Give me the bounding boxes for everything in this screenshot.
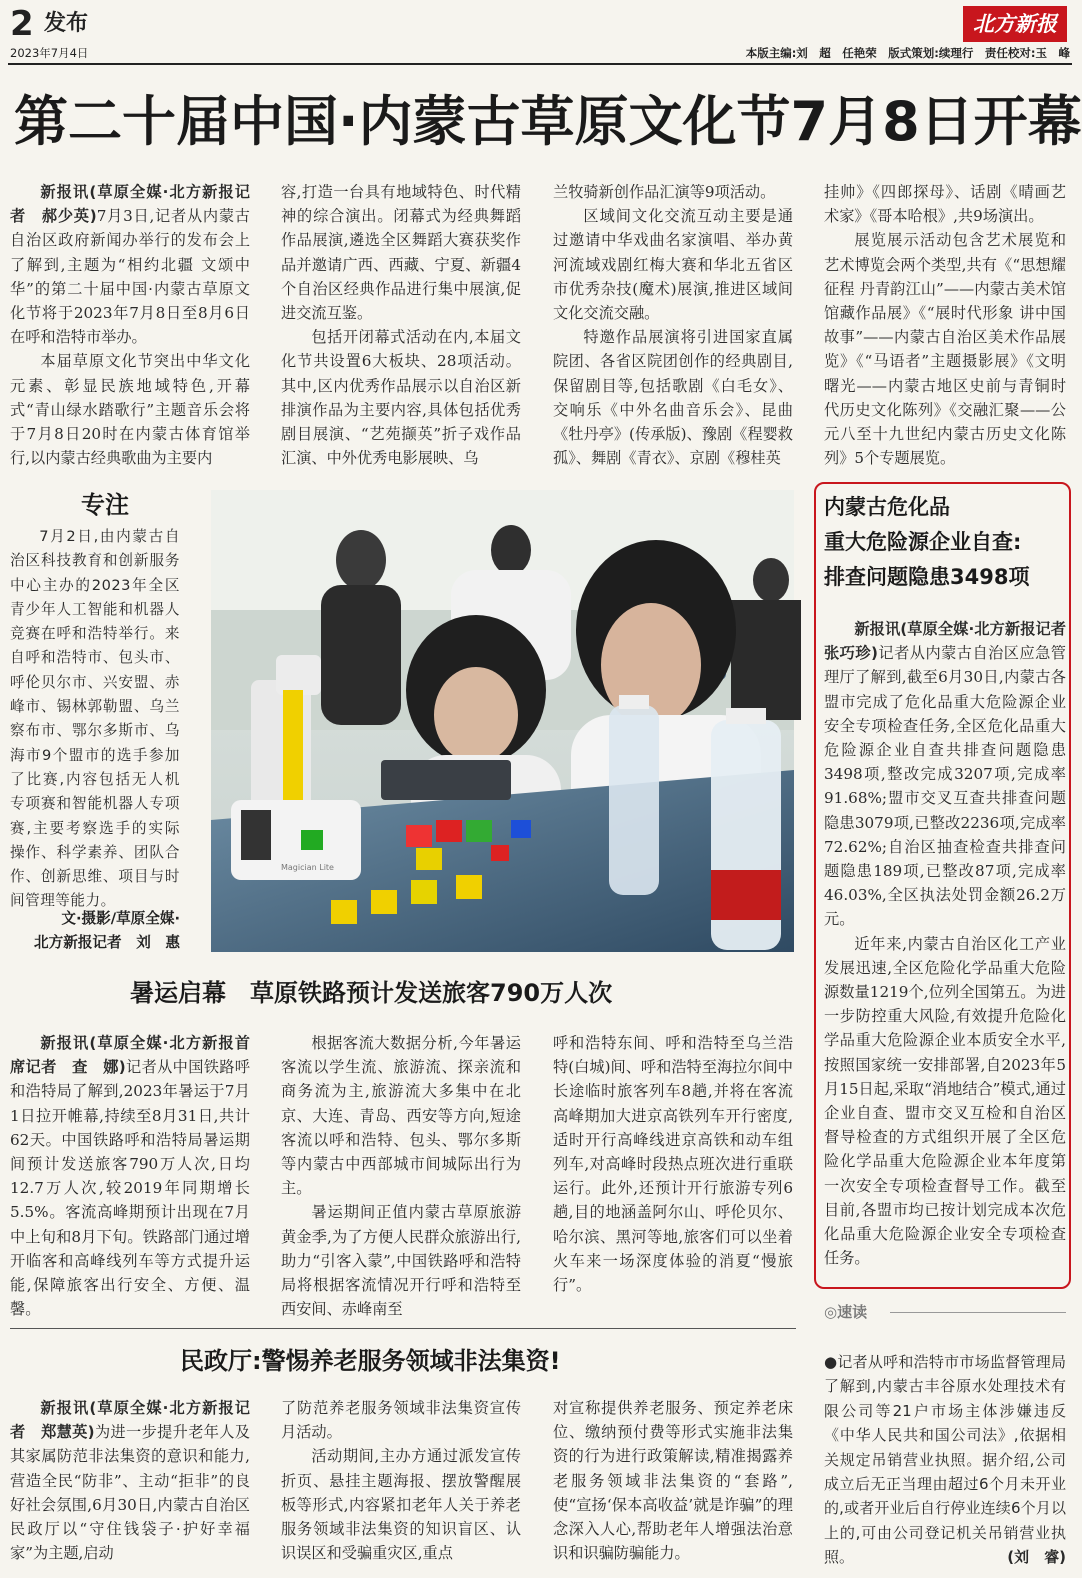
civil-col1-p1: 为进一步提升老年人及其家属防范非法集资的意识和能力,营造全民“防非”、主动“拒非”的良好社会氛围,6月30日,内蒙古自治区民政厅以“守住钱袋子·护好幸福家”为主题,启动: [10, 1423, 250, 1563]
brief-rule: [890, 1312, 1066, 1313]
main-story-col1: [10, 180, 250, 470]
rail-col3: [553, 1031, 793, 1321]
hazard-headline-line1: 内蒙古危化品: [824, 495, 950, 519]
main-story-col3: [553, 180, 793, 470]
main-dateline: 新报讯(草原全媒·北方新报记者 郝少英): [10, 183, 250, 226]
rail-col2-p2: 暑运期间正值内蒙古草原旅游黄金季,为了方便人民群众旅游出行,助力“引客入蒙”,中国铁路呼和浩特局将根据客流情况开行呼和浩特至西安间、赤峰南至: [281, 1203, 521, 1319]
photo-illustration: [211, 490, 794, 952]
main-col3-p3: 特邀作品展演将引进国家直属院团、各省区院团创作的经典剧目,保留剧目等,包括歌剧《白毛女》、交响乐《中外名曲音乐会》、昆曲《牡丹亭》(传承版)、豫剧《程婴救孤》、舞剧《青衣》、京剧《穆桂英: [553, 328, 793, 468]
rail-col1: [10, 1031, 250, 1321]
main-col2-p2: 包括开闭幕式活动在内,本届文化节共设置6大板块、28项活动。其中,区内优秀作品展示以自治区新排演作品为主要内容,具体包括优秀剧目展演、“艺苑撷英”折子戏作品汇演、中外优秀电影展映、乌: [281, 328, 521, 468]
focus-credit-line2: 北方新报记者 刘 惠: [34, 934, 180, 951]
main-col3-p2: 区域间文化交流互动主要是通过邀请中华戏曲名家演唱、举办黄河流域戏剧红梅大赛和华北五省区市优秀杂技(魔术)展演,推进区域间文化交流交融。: [553, 207, 793, 323]
hazard-headline-line2: 重大危险源企业自查:: [824, 530, 1022, 554]
main-col1-p2: 本届草原文化节突出中华文化元素、彰显民族地域特色,开幕式“青山绿水踏歌行”主题音乐会将于7月8日20时在内蒙古体育馆举行,以内蒙古经典歌曲为主要内: [10, 352, 250, 468]
focus-text: 7月2日,由内蒙古自治区科技教育和创新服务中心主办的2023年全区青少年人工智能和机器人竞赛在呼和浩特举行。来自呼和浩特市、包头市、呼伦贝尔市、兴安盟、赤峰市、锡林郭勒盟、乌兰察布市、鄂尔多斯市、乌海市9个盟市的选手参加了比赛,内容包括无人机专项赛和智能机器人专项赛,主要考察选手的实际操作、科学素养、团队合作、创新思维、项目与时间管理等能力。: [10, 528, 180, 910]
main-headline: 第二十届中国·内蒙古草原文化节7月8日开幕: [14, 90, 1082, 153]
page-number: 2: [10, 4, 34, 44]
civil-col2-p1: 了防范养老服务领域非法集资宣传月活动。: [281, 1399, 521, 1442]
civil-col1: [10, 1396, 250, 1574]
rail-dateline: 新报讯(草原全媒·北方新报首席记者 查 娜): [10, 1034, 250, 1077]
hazard-body: [824, 617, 1082, 1281]
rail-col3-p1: 呼和浩特东间、呼和浩特至乌兰浩特(白城)间、呼和浩特至海拉尔间中长途临时旅客列车8趟,并将在客流高峰期加大进京高铁列车开行密度,适时开行高峰线进京高铁和动车组列车,对高峰时段热点班次进行重联运行。此外,还预计开行旅游专列6趟,目的地涵盖阿尔山、呼伦贝尔、哈尔滨、黑河等地,旅客们可以坐着火车来一场深度体验的消夏“慢旅行”。: [553, 1034, 793, 1295]
issue-date: 2023年7月4日: [10, 46, 89, 60]
focus-credit-line1: 文·摄影/草原全媒·: [61, 910, 180, 927]
main-col1-p1: 7月3日,记者从内蒙古自治区政府新闻办举行的发布会上了解到,主题为“相约北疆 文颂中华”的第二十届中国·内蒙古草原文化节将于2023年7月8日至8月6日在呼和浩特市举办。: [10, 207, 250, 347]
robot-competition-photo: [211, 490, 794, 952]
hazard-dateline: 新报讯(草原全媒·北方新报记者 张巧珍): [824, 620, 1082, 663]
hazard-headline: [824, 490, 1029, 595]
rail-col2-p1: 根据客流大数据分析,今年暑运客流以学生流、旅游流、探亲流和商务流为主,旅游流大多集中在北京、大连、青岛、西安等方向,短途客流以呼和浩特、包头、鄂尔多斯等内蒙古中西部城市间城际出行为主。: [281, 1034, 521, 1198]
header-rule: [8, 63, 1072, 65]
main-col2-p1: 容,打造一台具有地域特色、时代精神的综合演出。闭幕式为经典舞蹈作品展演,遴选全区舞蹈大赛获奖作品并邀请广西、西藏、宁夏、新疆4个自治区经典作品进行集中展演,促进交流互鉴。: [281, 183, 521, 323]
robot-box-label: Magician Lite: [281, 863, 334, 872]
brief-text: [824, 1350, 1066, 1574]
rail-col2: [281, 1031, 521, 1321]
section-name: 发布: [44, 11, 89, 36]
section-rule: [10, 1328, 796, 1329]
brief-author: (刘 睿): [1007, 1548, 1066, 1567]
main-col4-p1: 挂帅》《四郎探母》、话剧《晴画艺术家》《哥本哈根》,共9场演出。: [824, 183, 1066, 226]
hazard-p1: 记者从内蒙古自治区应急管理厅了解到,截至6月30日,内蒙古各盟市完成了危化品重大危险源企业安全专项检查任务,全区危化品重大危险源企业自查共排查问题隐患3498项,整改完成3207项,完成率91.68%;盟市交叉互查共排查问题隐患3079项,已整改2236项,完成率72.62%;自治区抽查检查共排查问题隐患189项,已整改87项,完成率46.03%,全区执法处罚金额26.2万元。: [824, 644, 1066, 929]
brief-label: ◎速读: [824, 1303, 868, 1321]
main-story-col2: [281, 180, 521, 470]
main-col4-p2: 展览展示活动包含艺术展览和艺术博览会两个类型,共有《“思想耀征程 丹青韵江山”——内蒙古美术馆馆藏作品展》《“展时代形象 讲中国故事”——内蒙古自治区美术作品展览》《“马语者”主题摄影展》《文明曙光——内蒙古地区史前与青铜时代历史文化陈列》《交融汇聚——公元八至十九世纪内蒙古历史文化陈列》5个专题展览。: [824, 231, 1066, 468]
main-col3-p1: 兰牧骑新创作品汇演等9项活动。: [553, 183, 776, 201]
rail-headline: 暑运启幕 草原铁路预计发送旅客790万人次: [130, 979, 613, 1007]
rail-col1-p1: 记者从中国铁路呼和浩特局了解到,2023年暑运于7月1日拉开帷幕,持续至8月31日,共计62天。中国铁路呼和浩特局暑运期间预计发送旅客790万人次,日均12.7万人次,较2019年同期增长5.5%。客流高峰期预计出现在7月中上旬和8月下旬。铁路部门通过增开临客和高峰线列车等方式提升运能,保障旅客出行安全、方便、温馨。: [10, 1058, 250, 1319]
civil-col2: [281, 1396, 521, 1574]
civil-dateline: 新报讯(草原全媒·北方新报记者 郑慧英): [10, 1399, 250, 1442]
brief-body: ●记者从呼和浩特市市场监督管理局了解到,内蒙古丰谷原水处理技术有限公司等21户市场主体涉嫌违反《中华人民共和国公司法》,依据相关规定吊销营业执照。据介绍,公司成立后无正当理由超过6个月未开业的,或者开业后自行停业连续6个月以上的,可由公司登记机关吊销营业执照。: [824, 1353, 1066, 1567]
civil-col3: [553, 1396, 793, 1574]
civil-headline: 民政厅:警惕养老服务领域非法集资!: [180, 1347, 561, 1375]
main-story-col4: [824, 180, 1066, 470]
focus-title: 专注: [81, 491, 129, 519]
hazard-headline-line3: 排查问题隐患3498项: [824, 565, 1030, 589]
newspaper-logo: 北方新报: [963, 6, 1067, 42]
hazard-p2: 近年来,内蒙古自治区化工产业发展迅速,全区危险化学品重大危险源数量1219个,位列全国第五。为进一步防控重大风险,有效提升危险化学品重大危险源企业本质安全水平,按照国家统一安排部署,自2023年5月15日起,采取“消地结合”模式,通过企业自查、盟市交叉互检和自治区督导检查的方式组织开展了全区危险化学品重大危险源企业本年度第一次安全专项检查督导工作。截至目前,各盟市均已按计划完成本次危化品重大危险源企业安全专项检查任务。: [824, 934, 1066, 1268]
civil-col2-p2: 活动期间,主办方通过派发宣传折页、悬挂主题海报、摆放警醒展板等形式,内容紧扣老年人关于养老服务领域非法集资的知识盲区、认识误区和受骗重灾区,重点: [281, 1447, 521, 1563]
editor-credits: 本版主编:刘 超 任艳荣 版式策划:续理行 责任校对:玉 峰: [745, 46, 1070, 60]
focus-credit: [10, 907, 180, 955]
civil-col3-p1: 对宣称提供养老服务、预定养老床位、缴纳预付费等形式实施非法集资的行为进行政策解读,精准揭露养老服务领域非法集资的“套路”,使“宣扬‘保本高收益’就是诈骗”的理念深入人心,帮助老年人增强法治意识和识骗防骗能力。: [553, 1399, 793, 1563]
